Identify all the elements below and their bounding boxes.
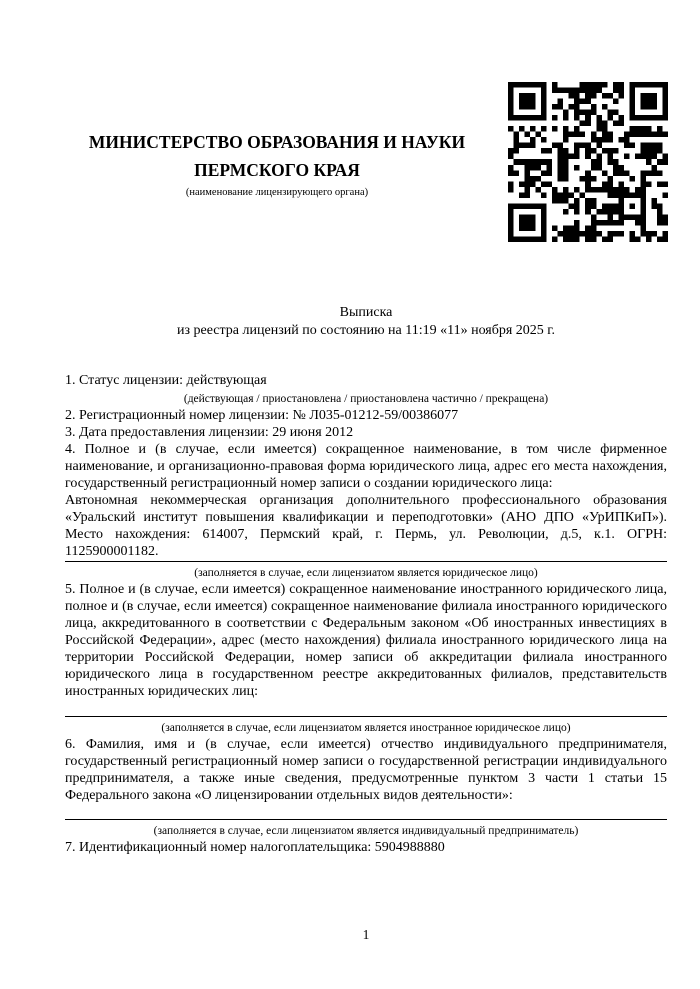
individual-hint: (заполняется в случае, если лицензиатом является индивидуальный предприниматель): [153, 825, 579, 837]
document-title: Выписка: [339, 305, 393, 320]
legal-entity-hint: (заполняется в случае, если лицензиатом является юридическое лицо): [194, 567, 538, 579]
ministry-name-line2: ПЕРМСКОГО КРАЯ: [194, 160, 360, 180]
document-body: [65, 372, 667, 856]
page-number: 1: [362, 927, 370, 942]
qr-code: [508, 82, 668, 242]
document-title-block: [65, 304, 667, 339]
field-license-status: 1. Статус лицензии: действующая: [65, 373, 267, 388]
ministry-name-line1: МИНИСТЕРСТВО ОБРАЗОВАНИЯ И НАУКИ: [88, 132, 466, 152]
field-taxpayer-id: 7. Идентификационный номер налогоплательщика: 5904988880: [65, 840, 445, 855]
licensing-authority-header: [65, 128, 489, 199]
field-foreign-entity-prompt: 5. Полное и (в случае, если имеется) сокращенное наименование иностранного юридического лица, полное и (в случае, если имеется) сокращенное наименование филиала иностранного юридического лица, аккредитованного в соответствии с Федеральным законом «Об иностранных инвестициях в Российской Федерации», адрес (место нахождения) филиала иностранного юридического лица на территории Российской Федерации, номер записи об аккредитации филиала иностранного юридического лица в государственном реестре аккредитованных филиалов, представительств иностранных юридических лиц:: [65, 582, 667, 699]
field-individual-prompt: 6. Фамилия, имя и (в случае, если имеется) отчество индивидуального предпринимателя, государственный регистрационный номер записи о государственной регистрации индивидуального предпринимателя, а также иные сведения, предусмотренные пунктом 3 части 1 статьи 15 Федерального закона «О лицензировании отдельных видов деятельности»:: [65, 737, 667, 803]
field-legal-entity-prompt: 4. Полное и (в случае, если имеется) сокращенное наименование, в том числе фирменное наименование, и организационно-правовая форма юридического лица, адрес его места нахождения, государственный регистрационный номер записи о создании юридического лица:: [65, 442, 667, 491]
license-status-options-hint: (действующая / приостановлена / приостановлена частично / прекращена): [183, 393, 549, 405]
document-subtitle: из реестра лицензий по состоянию на 11:19 «11» ноября 2025 г.: [177, 322, 555, 338]
licensing-authority-caption: (наименование лицензирующего органа): [185, 187, 369, 198]
legal-entity-fill-line: [65, 561, 667, 562]
field-grant-date: 3. Дата предоставления лицензии: 29 июня 2012: [65, 425, 354, 440]
field-legal-entity-value: Автономная некоммерческая организация дополнительного профессионального образования «Уральский институт повышения квалификации и переподготовки» (АНО ДПО «УрИПКиП»). Место нахождения: 614007, Пермский край, г. Пермь, ул. Революции, д.5, к.1. ОГРН: 1125900001182.: [65, 493, 667, 559]
individual-fill-line: [65, 819, 667, 820]
foreign-entity-hint: (заполняется в случае, если лицензиатом является иностранное юридическое лицо): [161, 722, 571, 734]
foreign-entity-fill-line: [65, 716, 667, 717]
field-registration-number: 2. Регистрационный номер лицензии: № Л035-01212-59/00386077: [65, 408, 459, 423]
